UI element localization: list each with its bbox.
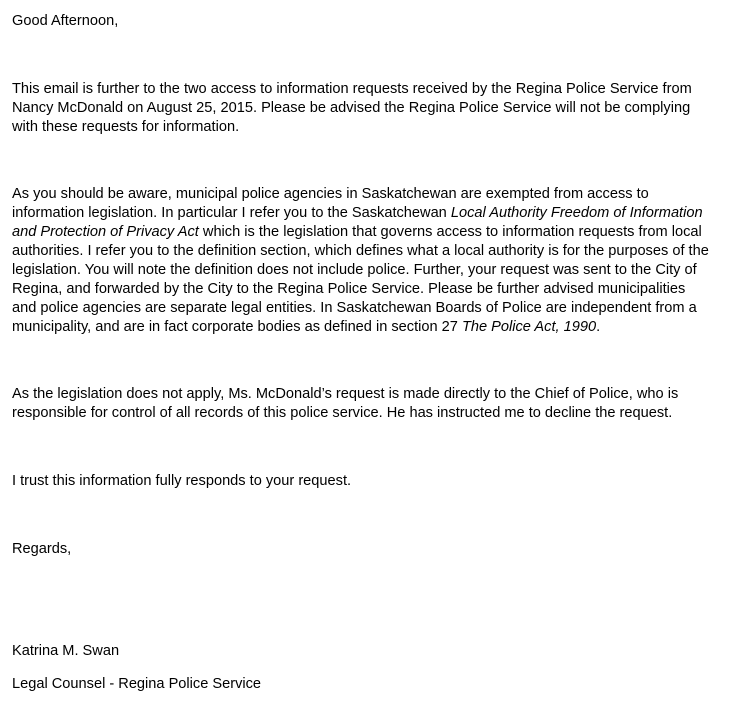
paragraph-line	[12, 318, 600, 337]
signature-name: Katrina M. Swan	[12, 643, 120, 659]
paragraph-line: responsible for control of all records of this police service. He has instructed me to decline the request.	[12, 405, 673, 421]
paragraph-line: Nancy McDonald on August 25, 2015. Please be advised the Regina Police Service will not be complying	[12, 100, 691, 116]
paragraph-line: As you should be aware, municipal police agencies in Saskatchewan are exempted from access to	[12, 186, 649, 202]
greeting: Good Afternoon,	[12, 13, 119, 29]
paragraph-line	[12, 223, 702, 242]
paragraph-line: with these requests for information.	[12, 119, 240, 135]
signature-title: Legal Counsel - Regina Police Service	[12, 676, 262, 692]
act-title: Local Authority Freedom of Information	[450, 205, 703, 221]
text-span: information legislation. In particular I refer you to the Saskatchewan	[12, 205, 451, 221]
text-span: .	[596, 319, 601, 335]
paragraph-line: authorities. I refer you to the definition section, which defines what a local authority is for the purposes of the	[12, 243, 709, 259]
text-span: municipality, and are in fact corporate bodies as defined in section 27	[12, 319, 462, 335]
paragraph-line: legislation. You will note the definition does not include police. Further, your request was sent to the City of	[12, 262, 697, 278]
police-act-title: The Police Act, 1990	[461, 319, 597, 335]
act-title: and Protection of Privacy Act	[12, 224, 199, 240]
paragraph-line: This email is further to the two access to information requests received by the Regina Police Service from	[12, 81, 692, 97]
text-span: which is the legislation that governs access to information requests from local	[198, 224, 702, 240]
paragraph-line: and police agencies are separate legal entities. In Saskatchewan Boards of Police are independent from a	[12, 300, 697, 316]
paragraph-closing-statement: I trust this information fully responds to your request.	[12, 473, 352, 489]
closing: Regards,	[12, 541, 72, 557]
paragraph-line	[12, 204, 703, 223]
paragraph-line: Regina, and forwarded by the City to the Regina Police Service. Please be further advised municipalities	[12, 281, 686, 297]
paragraph-line: As the legislation does not apply, Ms. McDonald’s request is made directly to the Chief of Police, who is	[12, 386, 679, 402]
